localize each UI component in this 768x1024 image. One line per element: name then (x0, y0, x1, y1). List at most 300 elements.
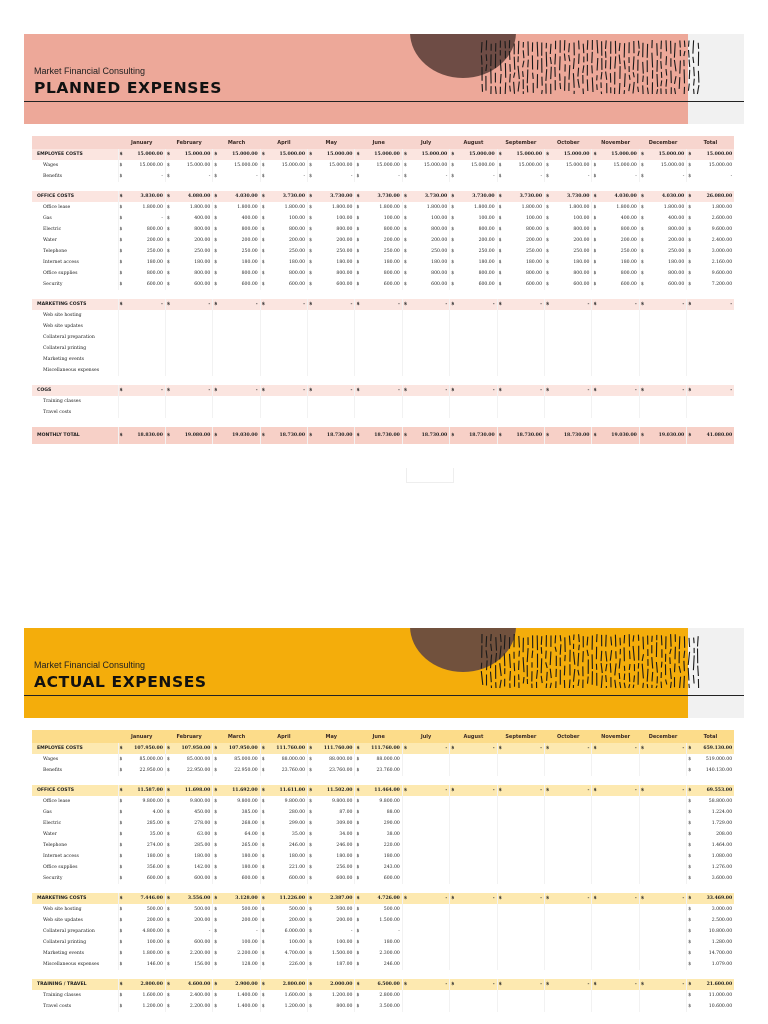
hatch-line (643, 43, 644, 94)
cell-value: - (266, 299, 307, 310)
currency-symbol: $ (213, 937, 219, 948)
cell-value: 2.800.00 (379, 993, 400, 998)
hatch-line (670, 634, 672, 688)
cell-value: 250.00 (146, 249, 163, 254)
column-header: July (402, 136, 449, 149)
currency-symbol: $ (308, 937, 314, 948)
currency-symbol: $ (118, 299, 124, 310)
currency-symbol: $ (213, 818, 219, 829)
hatch-line (519, 636, 520, 688)
currency-symbol: $ (165, 279, 171, 290)
currency-symbol: $ (308, 829, 314, 840)
cell-value: 200.00 (289, 238, 306, 243)
currency-symbol: $ (165, 224, 171, 235)
table-row (32, 937, 734, 948)
hatch-line (587, 637, 588, 687)
cell-value: 100.00 (146, 940, 163, 945)
cell-value (551, 321, 592, 332)
cell-value (361, 321, 402, 332)
cell-value (314, 343, 355, 354)
currency-symbol: $ (687, 851, 693, 862)
cell-value (171, 365, 212, 376)
currency-symbol: $ (165, 990, 171, 1001)
cell-value: 250.00 (336, 249, 353, 254)
cell-value: 200.00 (194, 238, 211, 243)
table-header-row (32, 136, 734, 149)
currency-symbol: $ (355, 385, 361, 396)
cell-value: - (598, 385, 639, 396)
cell-value (693, 343, 734, 354)
hatch-line (542, 43, 543, 95)
currency-symbol: $ (355, 926, 361, 937)
cell-value (219, 310, 260, 321)
currency-symbol: $ (118, 160, 124, 171)
cell-value (266, 365, 307, 376)
hatch-line (504, 635, 505, 688)
currency-symbol: $ (118, 937, 124, 948)
row-label: Travel costs (43, 1004, 72, 1009)
cell-value: 1.800.00 (379, 205, 400, 210)
currency-symbol: $ (308, 202, 314, 213)
currency-symbol: $ (545, 202, 551, 213)
currency-symbol: $ (118, 1001, 124, 1012)
currency-symbol: $ (687, 959, 693, 970)
hatch-line (514, 44, 515, 95)
cell-value (551, 840, 592, 851)
currency-symbol: $ (260, 743, 266, 754)
currency-symbol: $ (355, 246, 361, 257)
cell-value: 9.600.00 (711, 271, 733, 276)
currency-symbol: $ (118, 959, 124, 970)
table-row (32, 959, 734, 970)
cell-value (408, 321, 449, 332)
cell-value: - (503, 785, 544, 796)
cell-value: - (219, 385, 260, 396)
currency-symbol: $ (260, 171, 266, 182)
hatch-line (509, 40, 510, 94)
cell-value: 285.00 (194, 843, 211, 848)
cell-value (598, 915, 639, 926)
cell-value: 4.700.00 (284, 951, 306, 956)
currency-symbol: $ (213, 743, 219, 754)
hatch-line (679, 636, 681, 688)
currency-symbol: $ (308, 785, 314, 796)
cell-value (456, 851, 497, 862)
table-row (32, 796, 734, 807)
cell-value (598, 990, 639, 1001)
cell-value: - (645, 299, 686, 310)
currency-symbol: $ (308, 385, 314, 396)
spacer-row (32, 376, 734, 385)
cell-value (408, 873, 449, 884)
cell-value: 1.080.00 (711, 854, 733, 859)
currency-symbol: $ (165, 235, 171, 246)
cell-value: 1.200.00 (332, 993, 353, 998)
cell-value (456, 396, 497, 407)
spacer-cell (32, 290, 734, 299)
row-label: Collateral preparation (43, 335, 95, 340)
cell-value: 243.00 (383, 865, 400, 870)
currency-symbol: $ (260, 979, 266, 990)
cell-value: 41.080.00 (693, 427, 734, 444)
cell-value (645, 754, 686, 765)
currency-symbol: $ (687, 191, 693, 202)
cell-value (503, 990, 544, 1001)
currency-symbol: $ (118, 754, 124, 765)
currency-symbol: $ (260, 862, 266, 873)
currency-symbol: $ (450, 213, 456, 224)
cell-value: 1.800.00 (142, 951, 163, 956)
currency-symbol: $ (355, 224, 361, 235)
cell-value: 200.00 (241, 918, 258, 923)
page-title: ACTUAL EXPENSES (34, 673, 207, 691)
cell-value (551, 407, 592, 418)
cell-value: 200.00 (525, 238, 543, 243)
currency-symbol: $ (497, 427, 503, 444)
cell-value: 226.00 (289, 962, 306, 967)
currency-symbol: $ (497, 149, 503, 160)
hatch-line (629, 42, 630, 94)
currency-symbol: $ (213, 191, 219, 202)
cell-value: 19.030.00 (219, 427, 260, 444)
currency-symbol: $ (545, 160, 551, 171)
cell-value (503, 407, 544, 418)
cell-value: - (645, 979, 686, 990)
cell-value: 4.030.00 (219, 191, 260, 202)
currency-symbol: $ (165, 202, 171, 213)
cell-value: 600.00 (383, 282, 400, 287)
cell-value: - (503, 385, 544, 396)
currency-symbol: $ (402, 149, 408, 160)
cell-value: 600.00 (194, 940, 211, 945)
cell-value: - (730, 174, 733, 179)
currency-symbol: $ (213, 765, 219, 776)
cell-value: 250.00 (289, 249, 306, 254)
currency-symbol: $ (355, 427, 361, 444)
currency-symbol: $ (687, 796, 693, 807)
cell-value: 290.00 (383, 821, 400, 826)
currency-symbol: $ (213, 385, 219, 396)
cell-value (645, 365, 686, 376)
cell-value (598, 407, 639, 418)
cell-value: 4.00 (152, 810, 163, 815)
hatch-line (647, 44, 648, 94)
cell-value: 220.00 (383, 843, 400, 848)
cell-value (598, 321, 639, 332)
cell-value: 2.200.00 (189, 1004, 211, 1009)
cell-value: 15.000.00 (408, 149, 449, 160)
currency-symbol: $ (592, 299, 598, 310)
currency-symbol: $ (260, 268, 266, 279)
currency-symbol: $ (260, 191, 266, 202)
cell-value: 180.00 (431, 260, 448, 265)
cell-value (408, 829, 449, 840)
cell-value: 15.000.00 (281, 163, 306, 168)
cell-value: - (540, 174, 543, 179)
spacer-row (32, 418, 734, 427)
currency-symbol: $ (592, 202, 598, 213)
cell-value: 600.00 (383, 876, 400, 881)
cell-value (456, 990, 497, 1001)
cell-value (456, 796, 497, 807)
cell-value (171, 310, 212, 321)
cell-value (314, 321, 355, 332)
table-row (32, 396, 734, 407)
cell-value (408, 343, 449, 354)
table-row (32, 343, 734, 354)
currency-symbol: $ (592, 149, 598, 160)
cell-value (361, 365, 402, 376)
cell-value: 3.730.00 (503, 191, 544, 202)
cell-value: 1.800.00 (711, 205, 733, 210)
currency-symbol: $ (118, 990, 124, 1001)
cell-value: 1.500.00 (332, 951, 353, 956)
cell-value: 140.130.00 (705, 768, 733, 773)
cell-value (266, 396, 307, 407)
currency-symbol: $ (260, 915, 266, 926)
currency-symbol: $ (687, 862, 693, 873)
currency-symbol: $ (213, 840, 219, 851)
hatch-line (500, 41, 501, 95)
cell-value: 500.00 (241, 907, 258, 912)
cell-value: 9.800.00 (332, 799, 353, 804)
currency-symbol: $ (165, 171, 171, 182)
cell-value (503, 948, 544, 959)
hatch-line (693, 638, 694, 688)
cell-value (408, 765, 449, 776)
cell-value (598, 851, 639, 862)
row-label: MARKETING COSTS (32, 893, 118, 904)
currency-symbol: $ (118, 246, 124, 257)
currency-symbol: $ (213, 160, 219, 171)
cell-value: - (171, 385, 212, 396)
spacer-row (32, 884, 734, 893)
currency-symbol: $ (165, 937, 171, 948)
cell-value: 800.00 (289, 271, 306, 276)
currency-symbol: $ (355, 873, 361, 884)
currency-symbol: $ (497, 160, 503, 171)
cell-value: 268.00 (241, 821, 258, 826)
cell-value: 385.00 (241, 810, 258, 815)
hatch-line (500, 634, 502, 688)
cell-value (408, 354, 449, 365)
cell-value (408, 754, 449, 765)
currency-symbol: $ (545, 427, 551, 444)
cell-value (408, 840, 449, 851)
cell-value: 11.226.00 (266, 893, 307, 904)
currency-symbol: $ (355, 191, 361, 202)
cell-value: 107.950.00 (171, 743, 212, 754)
currency-symbol: $ (308, 873, 314, 884)
cell-value: 111.760.00 (314, 743, 355, 754)
cell-value: 200.00 (668, 238, 685, 243)
table-header-row (32, 730, 734, 743)
currency-symbol: $ (260, 893, 266, 904)
cell-value (171, 343, 212, 354)
spacer-cell (32, 884, 734, 893)
table-row (32, 873, 734, 884)
cell-value: 3.600.00 (711, 876, 733, 881)
row-label: Benefits (43, 768, 63, 773)
cell-value: 2.200.00 (189, 951, 211, 956)
cell-value (314, 354, 355, 365)
currency-symbol: $ (497, 743, 503, 754)
column-header: October (545, 730, 592, 743)
hatch-line (560, 40, 561, 93)
currency-symbol: $ (213, 990, 219, 1001)
currency-symbol: $ (545, 385, 551, 396)
currency-symbol: $ (497, 171, 503, 182)
currency-symbol: $ (118, 915, 124, 926)
cell-value (408, 948, 449, 959)
cell-value: 15.000.00 (518, 163, 543, 168)
cell-value (551, 915, 592, 926)
cell-value: 85.000.00 (186, 757, 211, 762)
cell-value: 200.00 (336, 238, 353, 243)
cell-value (456, 948, 497, 959)
cell-value: 23.760.00 (329, 768, 353, 773)
currency-symbol: $ (592, 979, 598, 990)
cell-value: 800.00 (478, 271, 495, 276)
cell-value: 100.00 (383, 216, 400, 221)
currency-symbol: $ (450, 893, 456, 904)
hatch-line (514, 634, 515, 688)
cell-value: - (219, 299, 260, 310)
currency-symbol: $ (118, 279, 124, 290)
hatch-line (666, 636, 667, 687)
cell-value (551, 396, 592, 407)
cell-value: 180.00 (383, 260, 400, 265)
currency-symbol: $ (260, 926, 266, 937)
cell-value: 180.00 (289, 854, 306, 859)
currency-symbol: $ (402, 213, 408, 224)
cell-value: 146.00 (146, 962, 163, 967)
category-row (32, 385, 734, 396)
currency-symbol: $ (118, 224, 124, 235)
hatch-line (666, 40, 667, 94)
currency-symbol: $ (639, 213, 645, 224)
currency-symbol: $ (639, 224, 645, 235)
cell-value (551, 807, 592, 818)
cell-value (645, 396, 686, 407)
currency-symbol: $ (308, 268, 314, 279)
hatch-line (629, 634, 630, 688)
hatch-line (537, 42, 538, 93)
cell-value: - (503, 893, 544, 904)
cell-value: 800.00 (431, 227, 448, 232)
currency-symbol: $ (639, 202, 645, 213)
currency-symbol: $ (260, 279, 266, 290)
currency-symbol: $ (118, 171, 124, 182)
spacer-row (32, 290, 734, 299)
currency-symbol: $ (308, 862, 314, 873)
cell-value: - (551, 893, 592, 904)
cell-value: 128.00 (241, 962, 258, 967)
cell-value (361, 354, 402, 365)
hatch-line (624, 635, 625, 688)
currency-symbol: $ (308, 246, 314, 257)
cell-value (266, 332, 307, 343)
cell-value: 15.000.00 (423, 163, 448, 168)
cell-value: 100.00 (241, 940, 258, 945)
cell-value: - (124, 299, 165, 310)
cell-value: 3.730.00 (361, 191, 402, 202)
currency-symbol: $ (118, 807, 124, 818)
currency-symbol: $ (592, 279, 598, 290)
cell-value: 800.00 (146, 227, 163, 232)
cell-value: 1.224.00 (711, 810, 733, 815)
currency-symbol: $ (687, 979, 693, 990)
currency-symbol: $ (592, 213, 598, 224)
table-row (32, 851, 734, 862)
cell-value: 100.00 (431, 216, 448, 221)
cell-value: 200.00 (383, 238, 400, 243)
cell-value (645, 796, 686, 807)
currency-symbol: $ (545, 893, 551, 904)
currency-symbol: $ (118, 893, 124, 904)
cell-value (266, 343, 307, 354)
category-row (32, 979, 734, 990)
cell-value: - (256, 929, 258, 934)
cell-value (598, 807, 639, 818)
currency-symbol: $ (592, 893, 598, 904)
hatch-line (523, 638, 524, 687)
cell-value (408, 365, 449, 376)
cell-value: 519.000.00 (705, 757, 733, 762)
cell-value: 3.730.00 (456, 191, 497, 202)
currency-symbol: $ (165, 213, 171, 224)
currency-symbol: $ (355, 829, 361, 840)
cell-value: 15.000.00 (645, 149, 686, 160)
cell-value (693, 354, 734, 365)
cell-value: 600.00 (146, 876, 163, 881)
cell-value (645, 332, 686, 343)
cell-value (598, 959, 639, 970)
cell-value: - (682, 174, 685, 179)
column-header: October (545, 136, 592, 149)
cell-value: - (171, 299, 212, 310)
currency-symbol: $ (260, 990, 266, 1001)
cell-value (124, 407, 165, 418)
currency-symbol: $ (260, 959, 266, 970)
cell-value: 1.800.00 (521, 205, 543, 210)
currency-symbol: $ (639, 268, 645, 279)
cell-value: 15.000.00 (234, 163, 258, 168)
cell-value: 15.000.00 (471, 163, 495, 168)
spacer-row (32, 970, 734, 979)
cell-value: 15.000.00 (219, 149, 260, 160)
cell-value (408, 807, 449, 818)
cell-value (551, 310, 592, 321)
currency-symbol: $ (402, 246, 408, 257)
currency-symbol: $ (402, 202, 408, 213)
cell-value: 600.00 (573, 282, 590, 287)
currency-symbol: $ (213, 299, 219, 310)
currency-symbol: $ (308, 743, 314, 754)
cell-value (551, 796, 592, 807)
cell-value: 250.00 (431, 249, 448, 254)
hatch-line (527, 637, 528, 686)
cell-value (456, 1001, 497, 1012)
cell-value (408, 926, 449, 937)
currency-symbol: $ (355, 299, 361, 310)
cell-value: 4.726.00 (361, 893, 402, 904)
table-row (32, 246, 734, 257)
currency-symbol: $ (639, 171, 645, 182)
currency-symbol: $ (165, 268, 171, 279)
hatch-line (560, 635, 561, 688)
hatch-line (671, 41, 672, 94)
